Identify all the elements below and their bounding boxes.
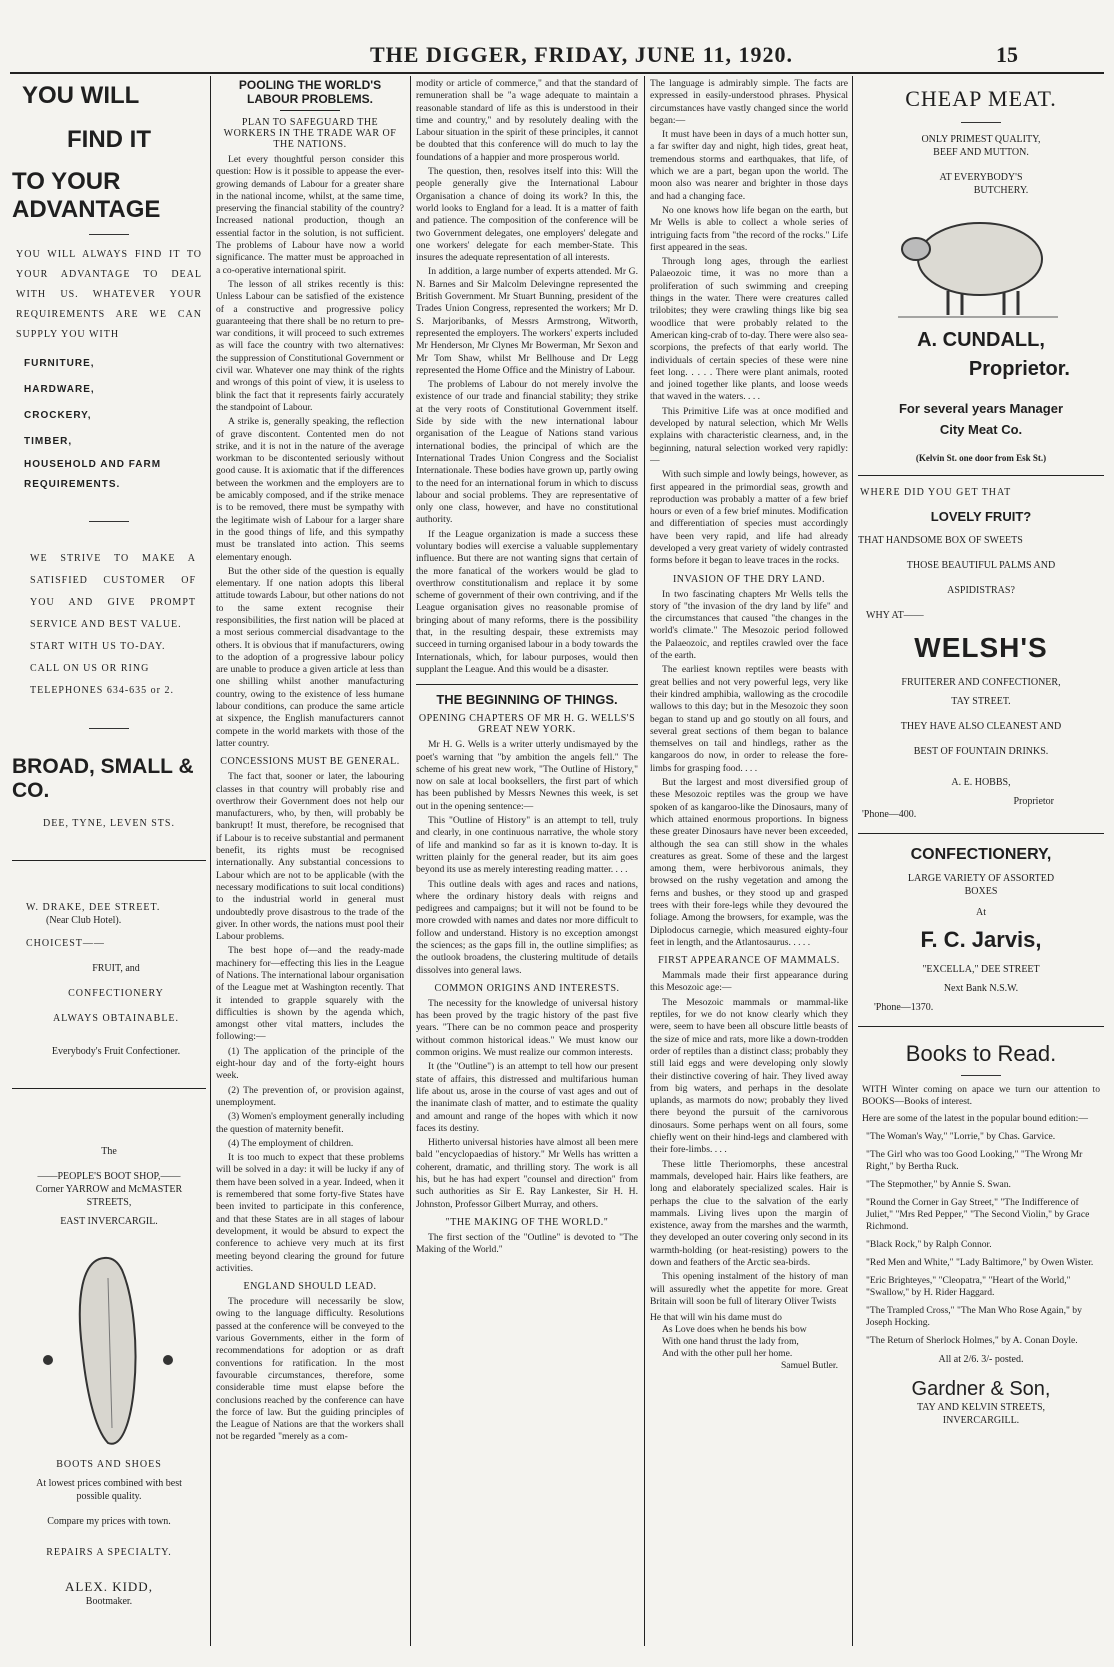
divider [89,234,129,235]
ad-boots-prices: At lowest prices combined with best possible quality. [36,1478,182,1502]
ad-jarvis-title: CONFECTIONERY, [910,846,1052,863]
article-column-3 [416,78,638,1658]
paragraph: In addition, a large number of experts attended. Mr G. N. Barnes and Sir Malcolm Delevingne represented the British Government. Mr Stuart Bunning, president of the Trades Union Congress, represented the workers; Mr D. S. Marjoribanks, of Messrs Armstrong, Witworth, represented the employers. The workers' experts included Mr Henderson, Mr Clynes Mr Bowerman, Mr Sexon and Mr Tom Shaw, whilst Mr Bellhouse and Dr Legg represented the Home Office and the Ministry of Labour. [416,266,638,376]
ad-address: DEE, TYNE, LEVEN STS. [43,818,175,829]
sheep-engraving [858,203,1104,323]
article-body [416,739,638,977]
paragraph: (3) Women's employment generally including the question of maternity benefit. [216,1111,404,1135]
ad-welsh-street: TAY STREET. [951,696,1011,707]
page-number: 15 [996,42,1018,67]
ad-meat-title: CHEAP MEAT. [905,86,1057,111]
article-body [650,970,848,1308]
ad-column-right [858,78,1104,1658]
ad-jarvis-line: LARGE VARIETY OF ASSORTED [907,873,1055,884]
ad-meat-company: City Meat Co. [939,422,1023,437]
paragraph: Through long ages, through the earliest Palaeozoic time, it was no more than a proliferation of such swimming and creeping things in the water. There were creatures called trilobites; they were crawling things like big sea woodlice that were probably related to the American king-crab of to-day. There were also sea-scorpions, the prefects of that early world. The individuals of certain species of these were nine feet long. . . . . There were plant animals, rooted and joined together like plants, and loose weeds that waved in the waters. . . . [650,256,848,403]
article-body [650,78,848,568]
masthead-rule [10,72,1104,74]
ad-boots-line: The [101,1146,117,1157]
book-item: "Red Men and White," "Lady Baltimore," by Owen Wister. [866,1256,1094,1268]
article-subhead: ENGLAND SHOULD LEAD. [243,1281,377,1293]
ad-drake-line: CONFECTIONERY [68,988,164,999]
ad-jarvis [858,846,1104,1014]
ad-boots-corner: Corner YARROW and McMASTER STREETS, [35,1184,183,1208]
article-subhead: COMMON ORIGINS AND INTERESTS. [434,982,620,994]
paragraph: It must have been in days of a much hotter sun, a far swifter day and night, high tides, great heat, tremendous storms and earthquakes, that life, of which we are a part, began upon the world. The moon also was nearer and brighter in those days and had a changing face. [650,129,848,202]
paragraph: The lesson of all strikes recently is this: Unless Labour can be satisfied of the existence of a constructive and progressive policy guaranteeing that there shall be no return to pre-war conditions, it will proceed to such extremes as will face the country with two alternatives: the suppression of Constitutional Government or civil war. Whatever one may think of the rights and wrongs of this point of view, it is useless to blink the fact that it represents fairly accurately the standpoint of Labour. [216,278,404,413]
divider [961,1075,1001,1076]
article-column-4 [650,78,848,1658]
paragraph: (1) The application of the principle of the eight-hour day and of the forty-eight hours week. [216,1045,404,1082]
ad-broad-small [12,82,206,830]
ad-jarvis-line: BOXES [964,886,998,897]
article-subhead: INVASION OF THE DRY LAND. [672,573,826,585]
ad-start-text: START WITH US TO-DAY. [30,641,166,652]
paragraph: Let every thoughtful person consider this question: How is it possible to appease the ever-growing demands of Labour for a greater share in the national income, whilst, at the same time, preserving the financial stability of the country? Increased national production, though an essential factor in the solution, is not sufficient. The problems of Labour have now a world significance. The matter must be approached in a co-operative international spirit. [216,154,404,276]
ad-welsh-question: LOVELY FRUIT? [930,509,1032,524]
paragraph: The first section of the "Outline" is devoted to "The Making of the World." [416,1231,638,1256]
article-body [416,1232,638,1257]
paragraph: This opening instalment of the history of man will assuredly whet the appetite for more. Great Britain will soon be full of literary Oliver Twists [650,1271,848,1307]
ad-drake [12,901,206,1058]
ad-item: HARDWARE, [24,384,95,395]
ad-welsh-line: WHERE DID YOU GET THAT [860,487,1012,498]
book-item: "The Trampled Cross," "The Man Who Rose Again," by Joseph Hocking. [866,1304,1082,1328]
column-rule [410,76,411,1646]
paragraph: (4) The employment of children. [228,1137,354,1149]
masthead [0,42,1114,70]
ad-jarvis-line: At [976,907,986,918]
ad-item: TIMBER, [24,436,73,447]
paragraph: This Primitive Life was at once modified and developed by natural selection, which Mr Wells explains with characteristic clearness, and, in the beginning, natural selection worked very rapidly:— [650,405,848,466]
paragraph: The question, then, resolves itself into this: Will the people generally give the International Labour Organisation a chance of doing its work? In this, the world looks to England for a lead. It is a matter of faith and patience. The composition of the conference will be two Government delegates, one employers' delegate and one workers' delegate for each member-State. This insures the adequate representation of all interests. [416,166,638,264]
paragraph: (2) The prevention of, or provision against, unemployment. [216,1084,404,1108]
column-rule [210,76,211,1646]
ad-books-title: Books to Read. [905,1041,1057,1066]
paragraph: This "Outline of History" is an attempt to tell, truly and clearly, in one continuous narrative, the whole story of life and mankind so far as it is known to-day. It is written plainly for the general reader, but its aim goes beyond its use as merely interesting reading matter. . . . [416,815,638,876]
ad-boots-repairs: REPAIRS A SPECIALTY. [46,1547,172,1558]
ad-strive-text: WE STRIVE TO MAKE A SATISFIED CUSTOMER OF YOU AND GIVE PROMPT SERVICE AND BEST VALUE. [30,553,196,630]
headline-rule [280,110,340,111]
ad-welsh [858,486,1104,821]
ad-boots [12,1145,206,1608]
paragraph: modity or article of commerce," and that the standard of remuneration shall be "a wage adequate to maintain a reasonable standard of life as this is understood in their time and country," and by resolutely dealing with the Labour situation in the spirit of these principles, it cannot be doubted that this conference will do much to lay the foundations of a happier and more prosperous world. [416,78,638,163]
ad-body-text: YOU WILL ALWAYS FIND IT TO YOUR ADVANTAGE TO DEAL WITH US. WHATEVER YOUR REQUIREMENTS ARE WE CAN SUPPLY YOU WITH [16,249,202,340]
ad-welsh-phone: 'Phone—400. [862,809,917,820]
article-body [216,771,404,1275]
poem-line: With one hand thrust the lady from, [662,1336,799,1348]
article-body [650,589,848,950]
ad-item-list [12,351,206,495]
book-item: "The Return of Sherlock Holmes," by A. Conan Doyle. [866,1334,1078,1346]
ad-welsh-line: THOSE BEAUTIFUL PALMS AND [906,560,1056,571]
ad-books-address: TAY AND KELVIN STREETS, [916,1401,1046,1413]
paragraph: The Mesozoic mammals or mammal-like reptiles, for we do not know clearly which they were, seem to have been all obscure little beasts of the size of mice and rats, more like a down-trodden order of reptiles than a distinct class; probably they still laid eggs and were developing only slowly their distinctive covering of hair. They lived away from big waters, and perhaps in the desolate uplands, as marmots do now; probably they lived there beyond the pursuit of the carnivorous dinosaurs. Some perhaps went on all fours, some chiefly went on their hind-legs and clambered with their fore-limbs. . . . [650,996,848,1156]
ad-books-firm: Gardner & Son, [911,1377,1051,1400]
ad-books-intro: WITH Winter coming on apace we turn our attention to BOOKS—Books of interest. [862,1084,1100,1108]
ad-welsh-line: WHY AT—— [866,610,924,621]
ad-welsh-trade: FRUITERER AND CONFECTIONER, [901,677,1061,688]
paragraph: Mammals made their first appearance during this Mesozoic age:— [650,970,848,994]
book-list [858,1125,1104,1347]
ad-welsh-line: THEY HAVE ALSO CLEANEST AND [900,721,1062,732]
poem-author: Samuel Butler. [780,1360,838,1372]
ad-books-price: All at 2/6. 3/- posted. [938,1353,1024,1365]
poem-line: And with the other pull her home. [662,1348,793,1360]
article-headline: POOLING THE WORLD'S LABOUR PROBLEMS. [238,78,382,106]
ad-separator [858,475,1104,476]
ad-column-left [12,78,206,1658]
paragraph: The language is admirably simple. The facts are expressed in easily-understood phrases. Physical circumstances have vastly changed since the world began:— [650,78,848,126]
ad-drake-line: CHOICEST—— [26,938,105,949]
paragraph: A strike is, generally speaking, the reflection of grave discontent. Contented men do not strike, and it is not in the nature of the average workman to be discontented seriously without good cause. It is axiomatic that if the differences between the workmen and the employers are to be amicably composed, and if the strike menace is to be removed, there must be sympathy with the legitimate wish of Labour for a larger share in the good things of life, and this sympathy must be translated into action. This seems elementary enough. [216,416,404,563]
poem [650,1312,848,1372]
article-subhead: CONCESSIONS MUST BE GENERAL. [220,756,400,768]
boot-sole-engraving [12,1238,206,1458]
paragraph: If the League organization is made a success these voluntary bodies will exercise a valuable supplementary influence. But there are not wanting signs that certain of the more fanatical of the workers would be glad to overthrow constitutionalism and replace it by some scheme of government of their own contriving, and if the League organisation gives no reasonable promise of bringing about of many reforms, there is the possibility that, in the resulting despair, these extremists may succeed in turning organised labour in a body towards the Internationals, which, for labour purposes, would then supplant the League. And this would be a disaster. [416,528,638,675]
divider [89,728,129,729]
ad-meat-location: (Kelvin St. one door from Esk St.) [915,453,1047,463]
ad-welsh-line: ASPIDISTRAS? [947,585,1015,596]
ad-heading-line: TO YOUR ADVANTAGE [12,168,161,223]
ad-boots-name: ALEX. KIDD, [65,1579,153,1594]
paragraph: But the largest and most diversified group of these Mesozoic reptiles was the group we have spoken of as kangaroo-like the Dinosaurs, many of which attained enormous proportions. In bigness these greater Dinosaurs have never been exceeded, although the sea can still show in the whales creatures as great. Some of these and the largest among them, were herbivorous animals, they browsed on the rushy vegetation and among the ferns and bushes, or they stood up and grasped trees with their fore-legs while they devoured the foliage. Among the browsers, for example, was the Diplodocus carnegie, which measured eighty-four feet in length, and the Atlantosaurus. . . . . [650,777,848,948]
ad-item: CROCKERY, [24,410,92,421]
article-headline: THE BEGINNING OF THINGS. [436,692,618,708]
ad-books-town: INVERCARGILL. [942,1414,1020,1426]
ad-jarvis-name: F. C. Jarvis, [920,927,1042,952]
ad-welsh-owner: A. E. HOBBS, [951,777,1011,788]
ad-cheap-meat [858,86,1104,463]
article-separator [416,684,638,685]
paragraph: This outline deals with ages and races and nations, where the ordinary history deals with reigns and pedigrees and campaigns; but it will not be found to be more crowded with names and dates nor more difficult to follow and understand. History is no exception amongst the sciences; as the gaps fill in, the outline simplifies; as the outlook broadens, the clustering multitude of details dissolves into general laws. [416,878,638,976]
book-item: "Black Rock," by Ralph Connor. [866,1238,992,1250]
paragraph: No one knows how life began on the earth, but Mr Wells is able to collect a whole series of intriguing facts from "the record of the rocks." Life first appeared in the seas. [650,204,848,253]
paragraph: With such simple and lowly beings, however, as first appeared in the primordial seas, growth and reproduction was probably a matter of a few brief hours or even of a few brief minutes. Modification and differentiation of species must accordingly have been very rapid, and life had already developed a very great variety of widely contrasted forms before it began to leave traces in the rocks. [650,469,848,567]
ad-firm-name: BROAD, SMALL & CO. [12,755,194,802]
paragraph: The procedure will necessarily be slow, owing to the language difficulty. Resolutions passed at the conference will be conveyed to the various Governments, either in the form of recommendations for adoption or as draft conventions for ratification. In the most favourable circumstances, therefore, some considerable time must elapse before the conclusions reached by the conference can have the force of law. But the guiding principles of the League of Nations are that the workers shall not be regarded "merely as a com- [216,1296,404,1443]
ad-item: FURNITURE, [24,358,95,369]
ad-drake-line: ALWAYS OBTAINABLE. [52,1013,180,1024]
ad-separator [12,1088,206,1089]
ad-boots-place: EAST INVERCARGIL. [60,1216,158,1227]
article-body [416,78,638,676]
paragraph: The problems of Labour do not merely involve the existence of our trade and financial stability; they strike at the very roots of Constitutional Government itself. Side by side with the new international labour organisation of the League of Nations stand various international bodies, the principal of which are the International Trades Union Congress and the Socialist Internationale. These bodies have grown up, partly owing to the need for an international forum in which to discuss labour and social problems. They are representative of only one class, however, and have no constitutional authority. [416,379,638,526]
ad-drake-location: (Near Club Hotel). [46,915,122,926]
ad-meat-line: BEEF AND MUTTON. [933,147,1029,158]
ad-books-latest: Here are some of the latest in the popular bound edition:— [862,1112,1088,1124]
ad-call-text: CALL ON US OR RING TELEPHONES 634-635 or 2. [30,663,174,696]
article-body [416,998,638,1211]
paragraph: It (the "Outline") is an attempt to tell how our present state of affairs, this distressed and multifarious human life about us, arose in the course of vast ages and out of the inanimate clash of matter, and to estimate the quality and amount and range of the hopes with which it now faces its destiny. [416,1061,638,1134]
divider [961,122,1001,123]
poem-line: He that will win his dame must do [650,1312,782,1324]
ad-welsh-name: WELSH'S [914,632,1048,663]
ad-books [858,1041,1104,1427]
ad-boots-compare: Compare my prices with town. [47,1516,171,1527]
ad-meat-line: BUTCHERY. [973,185,1029,196]
ad-meat-line: ONLY PRIMEST QUALITY, [921,134,1041,145]
column-rule [852,76,853,1646]
ad-jarvis-store: "EXCELLA," DEE STREET [922,964,1040,975]
divider [89,521,129,522]
newspaper-title: THE DIGGER, FRIDAY, JUNE 11, 1920. [370,42,793,67]
article-subhead: "THE MAKING OF THE WORLD." [445,1216,609,1228]
ad-welsh-proprietor: Proprietor [1013,796,1054,807]
ad-separator [858,833,1104,834]
book-item: "The Woman's Way," "Lorrie," by Chas. Garvice. [866,1130,1056,1142]
sheep-icon [858,203,1104,323]
book-item: "Round the Corner in Gay Street," "The Indifference of Juliet," "Mrs Red Pepper," "The Second Violin," by Grace Richmond. [866,1196,1090,1232]
paragraph: The earliest known reptiles were beasts with great bellies and not very powerful legs, very like their kindred amphibia, wallowing as the crocodile wallows to this day; but in the Mesozoic they soon began to stand up and go stoutly on all fours, and several great sections of them began to balance themselves on tail and hindlegs, rather as the kangaroos do now, in order to release the fore-limbs for grasping food. . . . [650,664,848,774]
paragraph: It is too much to expect that these problems will be solved in a day: it will be lucky if any of them have been solved in a year. Indeed, when it is remembered that some forty-five States have been invited to participate in this conference, and that these States are in all stages of labour development, it would be absurd to expect the conference to achieve very much at its first meeting beyond clearing the ground for future activities. [216,1152,404,1274]
article-deck: PLAN TO SAFEGUARD THE WORKERS IN THE TRADE WAR OF THE NATIONS. [223,117,397,150]
ad-meat-line: AT EVERYBODY'S [939,172,1023,183]
ad-heading-line: FIND IT [67,126,151,153]
article-deck: OPENING CHAPTERS OF MR H. G. WELLS'S GREAT NEW YORK. [418,713,636,736]
ad-welsh-line: BEST OF FOUNTAIN DRINKS. [913,746,1049,757]
ad-heading-line: YOU WILL [22,82,140,109]
ad-separator [858,1026,1104,1027]
paragraph: In two fascinating chapters Mr Wells tells the story of "the invasion of the dry land by life" and the circumstances that caused "the changes in the world's climate." The Mesozoic period followed the Palaeozoic, and reptiles crawled over the face of the earth. [650,588,848,662]
article-body [216,154,404,750]
ad-item: HOUSEHOLD AND FARM REQUIREMENTS. [24,459,162,490]
ad-boots-trade: Bootmaker. [85,1596,133,1607]
book-item: "The Girl who was too Good Looking," "The Wrong Mr Right," by Bertha Ruck. [866,1148,1083,1172]
ad-drake-tagline: Everybody's Fruit Confectioner. [51,1046,181,1057]
boot-sole-icon [12,1238,206,1458]
ad-welsh-line: THAT HANDSOME BOX OF SWEETS [858,535,1023,546]
ad-meat-owner: A. CUNDALL, [917,329,1045,351]
paragraph: The fact that, sooner or later, the labouring classes in that country will probably rise and overthrow their Government does not help our manufacturers, who, by then, will probably be bankrupt! It must, therefore, be recognised that if Labour is to receive substantial and permanent benefit, its rights must be recognised internationally. Any substantial concessions to Labour which are not to be applicable (with the necessary modifications to suit local conditions) to the industrial world in general must undoubtedly prove disastrous to the trade of the giver. In other words, the nations must pool their Labour problems. [216,771,404,943]
paragraph: But the other side of the question is equally elementary. If one nation adopts this liberal attitude towards Labour, but other nations do not to the same extent recognise their responsibilities, the first nation will be placed at a most serious commercial disadvantage to the others. It is obvious that if manufacturers, owing to the adoption of a progressive labour policy are unable to produce a given article at less than one shilling whilst another manufacturing country, owing to the existence of less humane labour conditions, can produce the same article at sixpence, the English manufacturers cannot compete in the world markets with those of the latter country. [216,565,404,749]
column-rule [644,76,645,1646]
paragraph: Mr H. G. Wells is a writer utterly undismayed by the poet's warning that "by ambition the angels fell." The scheme of his great new work, "The Outline of History," now on sale at local booksellers, the first part of which has been published by Messrs Newnes this week, is set out in the opening sentence:— [416,739,638,812]
ad-drake-name: W. DRAKE, DEE STREET. [26,902,161,913]
paragraph: These little Theriomorphs, these ancestral mammals, developed hair. Hairs like feathers, are long and elaborately specialized scales. Hair is perhaps the clue to the salvation of the early mammals. Living lives upon the margin of existence, away from the marshes and the warmth, they developed an outer covering only second in its warmth-holding (or heat-resisting) powers to the down and feathers of the Arctic sea-birds. [650,1158,848,1269]
paragraph: The necessity for the knowledge of universal history has been proved by the tragic history of the past five years. "There can be no common peace and prosperity without common historical ideas." We must know our common origins. We must realize our common interests. [416,997,638,1059]
ad-jarvis-phone: 'Phone—1370. [874,1002,934,1013]
ad-separator [12,860,206,861]
poem-line: As Love does when he bends his bow [662,1324,807,1336]
book-item: "The Stepmother," by Annie S. Swan. [866,1178,1011,1190]
article-subhead: FIRST APPEARANCE OF MAMMALS. [658,955,840,967]
article-column-2 [216,78,404,1658]
ad-boots-shop: ——PEOPLE'S BOOT SHOP,—— [37,1171,181,1182]
ad-jarvis-next: Next Bank N.S.W. [943,983,1019,994]
ad-drake-line: FRUIT, and [92,963,140,974]
paragraph: The best hope of—and the ready-made machinery for—effecting this lies in the League of Nations. The international labour organisation of the League met at Washington recently. That it intended to grapple squarely with the difficulties is shown by the agenda which, amongst other vital matters, includes the following:— [216,945,404,1043]
article-body [216,1296,404,1444]
ad-boots-goods: BOOTS AND SHOES [56,1459,162,1470]
ad-meat-years: For several years Manager [898,401,1064,416]
book-item: "Eric Brighteyes," "Cleopatra," "Heart of the World," "Swallow," by H. Rider Haggard. [866,1274,1071,1298]
paragraph: Hitherto universal histories have almost all been mere bald "encyclopaedias of history." Mr Wells has written a coherent, dramatic, and thrilling story. The work is all his, but he has had expert "counsel and direction" from such authorities as Sir E. Ray Lankester, Sir H. H. Johnston, Professor Gilbert Murray, and others. [416,1137,638,1210]
ad-meat-role: Proprietor. [968,358,1070,380]
